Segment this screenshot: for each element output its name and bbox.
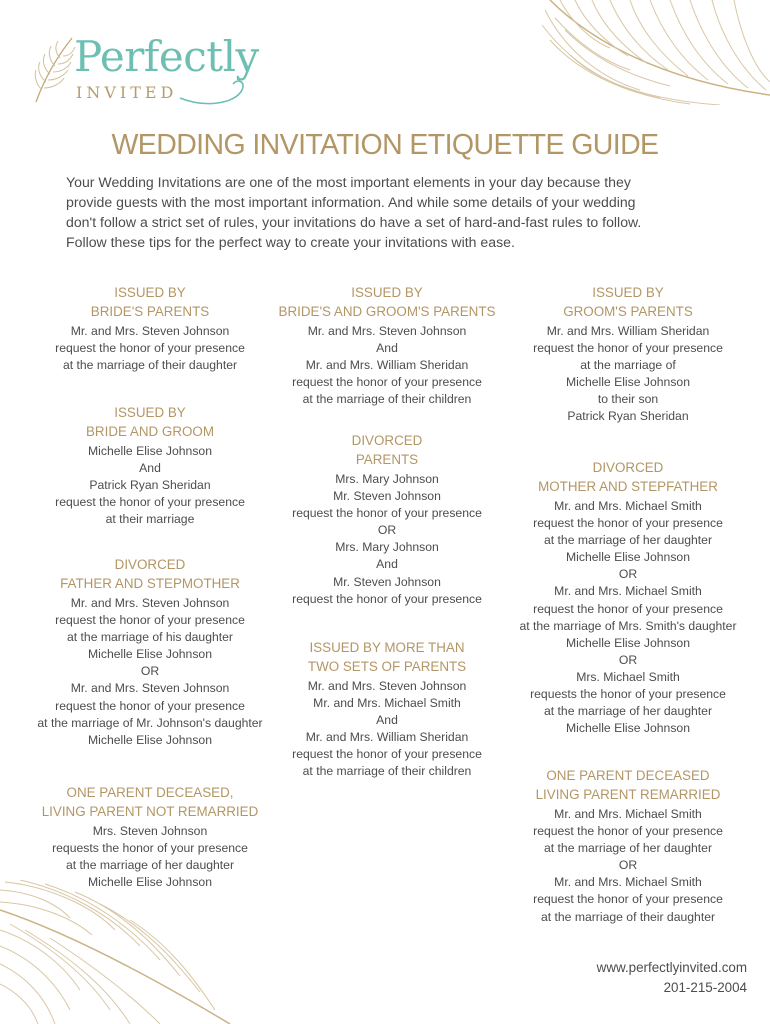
body-line: OR	[140, 664, 160, 679]
website-link[interactable]: www.perfectlyinvited.com	[596, 960, 747, 975]
body-line: at the marriage of her daughter	[543, 841, 713, 856]
body-line: request the honor of your presence	[55, 698, 245, 713]
body-line: Mr. and Mrs. Steven Johnson	[307, 324, 467, 338]
body-line: Mr. and Mrs. Michael Smith	[554, 499, 702, 513]
page-title: WEDDING INVITATION ETIQUETTE GUIDE	[111, 129, 659, 161]
body-line: Michelle Elise Johnson	[566, 721, 690, 736]
body-line: Mr. and Mrs. Steven Johnson	[70, 681, 230, 696]
body-line: at the marriage of	[580, 358, 676, 373]
section-divorced-parents	[277, 432, 497, 608]
logo-wordmark: Perfectly	[74, 32, 259, 81]
section-heading: PARENTS	[355, 451, 419, 467]
body-line: at the marriage of their daughter	[62, 358, 238, 373]
body-line: request the honor of your presence	[533, 601, 723, 616]
body-line: Mr. and Mrs. Michael Smith	[554, 875, 702, 890]
body-line: And	[376, 713, 398, 728]
body-line: request the honor of your presence	[533, 824, 723, 839]
intro-paragraph	[66, 172, 706, 252]
section-heading: ISSUED BY	[351, 285, 423, 300]
section-body	[508, 806, 748, 926]
body-line: Mr. and Mrs. Michael Smith	[554, 584, 702, 599]
section-heading: MOTHER AND STEPFATHER	[538, 478, 718, 494]
section-heading: DIVORCED	[592, 460, 664, 475]
brand-logo	[30, 30, 270, 110]
body-line: Michelle Elise Johnson	[88, 732, 212, 747]
body-line: request the honor of your presence	[292, 375, 482, 390]
body-line: Mr. Steven Johnson	[333, 489, 441, 504]
phone-number: 201-215-2004	[663, 980, 747, 995]
body-line: request the honor of your presence	[55, 495, 245, 510]
body-line: Mrs. Michael Smith	[576, 669, 680, 684]
intro-line: Your Wedding Invitations are one of the most important elements in your day because they	[66, 174, 631, 190]
body-line: Mrs. Mary Johnson	[335, 540, 439, 555]
body-line: request the honor of your presence	[292, 591, 482, 606]
body-line: Mr. and Mrs. Steven Johnson	[70, 596, 230, 610]
body-line: at their marriage	[105, 512, 195, 527]
section-grooms-parents	[508, 284, 748, 426]
body-line: request the honor of your presence	[292, 747, 482, 762]
body-line: OR	[377, 523, 397, 538]
body-line: request the honor of your presence	[533, 341, 723, 356]
logo-subtitle: INVITED	[76, 83, 178, 102]
section-heading: LIVING PARENT REMARRIED	[535, 786, 721, 802]
feather-bottom-left-decoration	[0, 880, 240, 1024]
body-line: requests the honor of your presence	[530, 687, 726, 702]
body-line: Mr. and Mrs. Michael Smith	[554, 807, 702, 821]
section-heading: ONE PARENT DECEASED	[546, 768, 710, 783]
body-line: at the marriage of her daughter	[543, 533, 713, 548]
section-heading: BRIDE'S PARENTS	[90, 303, 210, 319]
body-line: request the honor of your presence	[292, 506, 482, 521]
section-body	[40, 323, 260, 374]
feather-top-right-decoration	[530, 0, 770, 105]
section-heading: LIVING PARENT NOT REMARRIED	[41, 803, 259, 819]
section-body	[277, 323, 497, 408]
section-divorced-mother	[508, 459, 748, 737]
section-heading: ONE PARENT DECEASED,	[66, 785, 234, 800]
body-line: OR	[618, 858, 638, 873]
body-line: request the honor of your presence	[55, 341, 245, 356]
body-line: Michelle Elise Johnson	[566, 550, 690, 565]
body-line: request the honor of your presence	[533, 516, 723, 531]
section-heading: DIVORCED	[351, 433, 423, 448]
contact-footer	[597, 958, 747, 998]
body-line: Mr. and Mrs. Steven Johnson	[70, 324, 230, 338]
body-line: Michelle Elise Johnson	[566, 635, 690, 650]
section-body	[277, 471, 497, 608]
body-line: request the honor of your presence	[55, 613, 245, 628]
section-heading: TWO SETS OF PARENTS	[307, 658, 467, 674]
body-line: Mrs. Steven Johnson	[92, 824, 208, 838]
body-line: at the marriage of Mrs. Smith's daughter	[519, 618, 737, 633]
body-line: at the marriage of her daughter	[65, 858, 235, 873]
section-heading: ISSUED BY	[114, 405, 186, 420]
section-more-than-two-sets	[277, 639, 497, 781]
body-line: Mr. Steven Johnson	[333, 574, 441, 589]
section-heading: ISSUED BY	[592, 285, 664, 300]
body-line: to their son	[597, 392, 659, 407]
body-line: at the marriage of his daughter	[67, 630, 233, 645]
body-line: And	[376, 341, 398, 356]
section-body	[508, 323, 748, 426]
body-line: Mr. and Mrs. William Sheridan	[305, 358, 469, 373]
body-line: requests the honor of your presence	[52, 841, 248, 856]
section-body	[277, 678, 497, 781]
section-bride-and-groom	[40, 404, 260, 528]
section-one-parent-deceased-not-remarried	[30, 784, 270, 891]
body-line: Mr. and Mrs. Steven Johnson	[307, 679, 467, 693]
body-line: at the marriage of their daughter	[540, 909, 716, 924]
body-line: And	[376, 557, 398, 572]
section-heading: ISSUED BY MORE THAN	[309, 640, 465, 655]
body-line: at the marriage of their children	[302, 764, 472, 779]
section-body	[40, 443, 260, 528]
section-heading: BRIDE AND GROOM	[86, 423, 214, 439]
body-line: Michelle Elise Johnson	[88, 444, 212, 458]
body-line: Mr. and Mrs. William Sheridan	[546, 324, 710, 338]
section-heading: GROOM'S PARENTS	[563, 303, 693, 319]
body-line: And	[139, 461, 161, 476]
body-line: Patrick Ryan Sheridan	[567, 409, 689, 424]
body-line: request the honor of your presence	[533, 892, 723, 907]
section-body	[30, 595, 270, 749]
body-line: Mr. and Mrs. William Sheridan	[305, 730, 469, 745]
section-divorced-father	[30, 556, 270, 749]
section-heading: FATHER AND STEPMOTHER	[60, 575, 240, 591]
intro-line: Follow these tips for the perfect way to create your invitations with ease.	[66, 234, 515, 250]
body-line: Mrs. Mary Johnson	[335, 472, 439, 486]
section-body	[508, 498, 748, 737]
body-line: at the marriage of Mr. Johnson's daughter	[37, 715, 263, 730]
section-body	[30, 823, 270, 891]
section-brides-and-grooms-parents	[277, 284, 497, 408]
body-line: Mr. and Mrs. Michael Smith	[313, 696, 461, 711]
intro-line: provide guests with the most important information. And while some details of your wedding	[66, 194, 636, 210]
body-line: at the marriage of her daughter	[543, 704, 713, 719]
body-line: at the marriage of their children	[302, 392, 472, 407]
section-brides-parents	[40, 284, 260, 374]
intro-line: don't follow a strict set of rules, your invitations do have a set of hard-and-fast rules to follow.	[66, 214, 642, 230]
body-line: Patrick Ryan Sheridan	[89, 478, 211, 493]
section-heading: BRIDE'S AND GROOM'S PARENTS	[278, 303, 496, 319]
body-line: Michelle Elise Johnson	[88, 647, 212, 662]
section-heading: ISSUED BY	[114, 285, 186, 300]
section-one-parent-deceased-remarried	[508, 767, 748, 926]
section-heading: DIVORCED	[114, 557, 186, 572]
body-line: OR	[618, 652, 638, 667]
body-line: Michelle Elise Johnson	[88, 875, 212, 890]
body-line: OR	[618, 567, 638, 582]
body-line: Michelle Elise Johnson	[566, 375, 690, 390]
